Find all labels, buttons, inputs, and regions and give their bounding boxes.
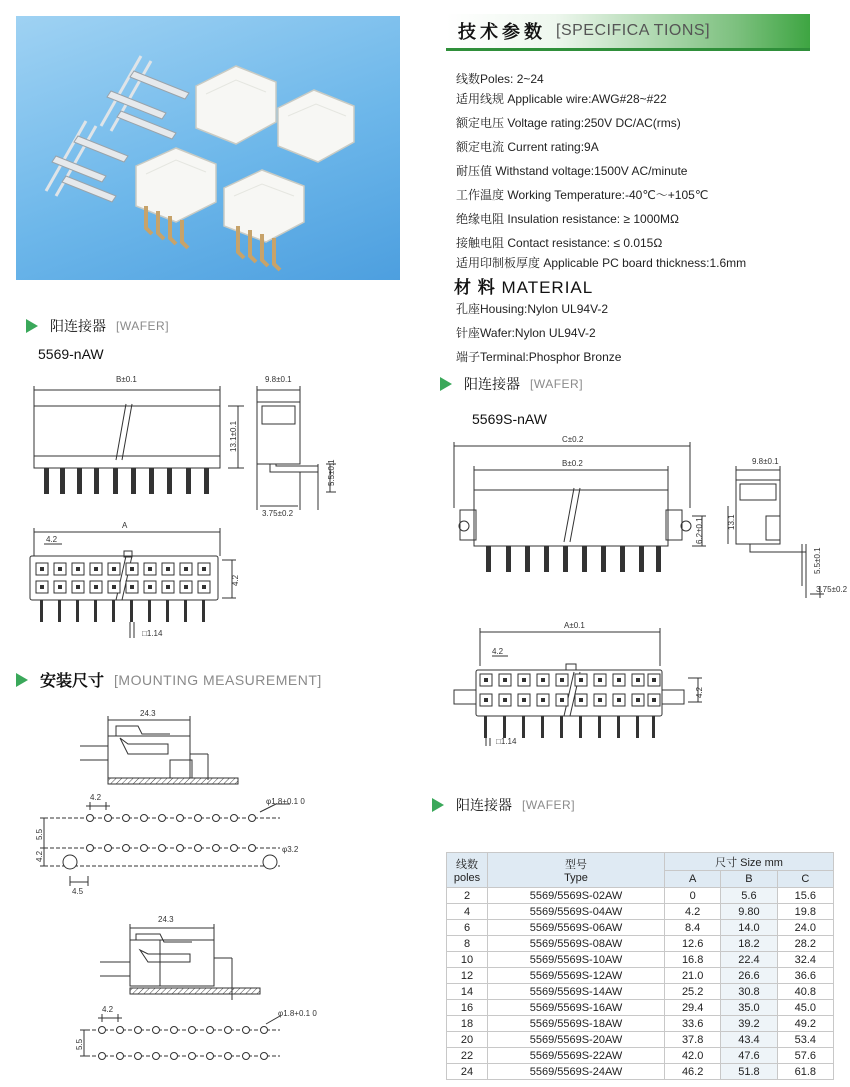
mount-55b: 5.5 (75, 1038, 84, 1050)
dim-pin-size: □1.14 (142, 629, 163, 638)
dim-pitch-v: 4.2 (231, 574, 240, 586)
material-wafer: 针座Wafer:Nylon UL94V-2 (456, 326, 596, 340)
table-row: 24 5569/5569S-24AW 46.2 51.8 61.8 (447, 1064, 834, 1080)
dim-pitch: 4.2 (46, 535, 58, 544)
dim-c: C±0.2 (562, 435, 584, 444)
specifications-title-en: [SPECIFICA TIONS] (556, 22, 711, 39)
arrow-icon (16, 673, 28, 687)
col-size: 尺寸 Size mm (665, 853, 834, 871)
material-header (454, 273, 593, 298)
specifications-header (446, 14, 810, 51)
table-row: 14 5569/5569S-14AW 25.2 30.8 40.8 (447, 984, 834, 1000)
dim-w2: 9.8±0.1 (752, 457, 779, 466)
dim-62: 6.2±0.1 (695, 517, 704, 544)
material-title-en: MATERIAL (501, 278, 594, 297)
material-housing: 孔座Housing:Nylon UL94V-2 (456, 302, 609, 316)
dim-h2: 13.1 (727, 514, 736, 530)
section-wafer-right: 阳连接器 [WAFER] (440, 374, 583, 394)
arrow-icon (26, 319, 38, 333)
drawing-5569s (440, 426, 850, 756)
col-c: C (777, 871, 833, 888)
mount-width: 24.3 (140, 709, 156, 718)
specifications-title-cn: 技术参数 (458, 22, 546, 42)
mount-phi18b: φ1.8+0.1 0 (278, 1009, 317, 1018)
section-wafer-left: 阳连接器 [WAFER] (26, 316, 169, 336)
dim-d55: 5.5±0.1 (327, 459, 336, 486)
mount-pitch2: 4.2 (102, 1005, 114, 1014)
drawing-mounting (30, 700, 420, 1085)
mount-phi18: φ1.8+0.1 0 (266, 797, 305, 806)
dim-pin-size2: □1.14 (496, 737, 517, 746)
spec-wire: 适用线规 Applicable wire:AWG#28~#22 (456, 92, 667, 106)
table-row: 16 5569/5569S-16AW 29.4 35.0 45.0 (447, 1000, 834, 1016)
spec-voltage: 额定电压 Voltage rating:250V DC/AC(rms) (456, 116, 681, 130)
dim-d55-2: 5.5±0.1 (813, 547, 822, 574)
dim-b: B±0.1 (116, 375, 137, 384)
col-b: B (721, 871, 777, 888)
table-row: 12 5569/5569S-12AW 21.0 26.6 36.6 (447, 968, 834, 984)
col-type: 型号 Type (488, 853, 665, 888)
spec-contact: 接触电阻 Contact resistance: ≤ 0.015Ω (456, 236, 663, 250)
table-row: 10 5569/5569S-10AW 16.8 22.4 32.4 (447, 952, 834, 968)
mount-width2: 24.3 (158, 915, 174, 924)
dim-a2: A±0.1 (564, 621, 585, 630)
col-poles: 线数 poles (447, 853, 488, 888)
drawing-5569 (0, 360, 420, 650)
col-a: A (665, 871, 721, 888)
table-row: 6 5569/5569S-06AW 8.4 14.0 24.0 (447, 920, 834, 936)
material-terminal: 端子Terminal:Phosphor Bronze (456, 350, 622, 364)
material-title-cn: 材 料 (454, 278, 496, 297)
arrow-icon (432, 798, 444, 812)
section-mounting: 安装尺寸 [MOUNTING MEASUREMENT] (16, 668, 322, 691)
model-5569: 5569-nAW (38, 346, 104, 362)
mount-45: 4.5 (72, 887, 84, 896)
spec-withstand: 耐压值 Withstand voltage:1500V AC/minute (456, 164, 688, 178)
table-row: 2 5569/5569S-02AW 0 5.6 15.6 (447, 888, 834, 904)
model-5569s: 5569S-nAW (472, 411, 547, 427)
dim-b2: B±0.2 (562, 459, 583, 468)
dimension-table (446, 852, 834, 1080)
pin-grid-right (480, 674, 660, 746)
mount-42: 4.2 (35, 850, 44, 862)
dim-h: 13.1±0.1 (229, 420, 238, 452)
spec-temperature: 工作温度 Working Temperature:-40℃～+105℃ (456, 188, 709, 202)
mount-pitch: 4.2 (90, 793, 102, 802)
spec-pcb-thickness: 适用印制板厚度 Applicable PC board thickness:1.6mm (456, 256, 747, 270)
table-row: 18 5569/5569S-18AW 33.6 39.2 49.2 (447, 1016, 834, 1032)
dim-pitch2: 4.2 (492, 647, 504, 656)
connector-illustration (16, 16, 400, 280)
table-row: 20 5569/5569S-20AW 37.8 43.4 53.4 (447, 1032, 834, 1048)
section-wafer-table: 阳连接器 [WAFER] (432, 795, 575, 815)
dim-375: 3.75±0.2 (262, 509, 294, 518)
arrow-icon (440, 377, 452, 391)
table-row: 8 5569/5569S-08AW 12.6 18.2 28.2 (447, 936, 834, 952)
dim-w: 9.8±0.1 (265, 375, 292, 384)
table-row: 22 5569/5569S-22AW 42.0 47.6 57.6 (447, 1048, 834, 1064)
spec-poles: 线数Poles: 2~24 (456, 72, 544, 86)
dim-pitch2-v: 4.2 (695, 686, 704, 698)
table-row: 4 5569/5569S-04AW 4.2 9.80 19.8 (447, 904, 834, 920)
product-photo (16, 16, 400, 280)
mount-phi32: φ3.2 (282, 845, 299, 854)
dim-a: A (122, 521, 128, 530)
mount-55: 5.5 (35, 828, 44, 840)
dim-375-2: 3.75±0.2 (816, 585, 848, 594)
spec-current: 额定电流 Current rating:9A (456, 140, 599, 154)
spec-insulation: 绝缘电阻 Insulation resistance: ≥ 1000MΩ (456, 212, 680, 226)
